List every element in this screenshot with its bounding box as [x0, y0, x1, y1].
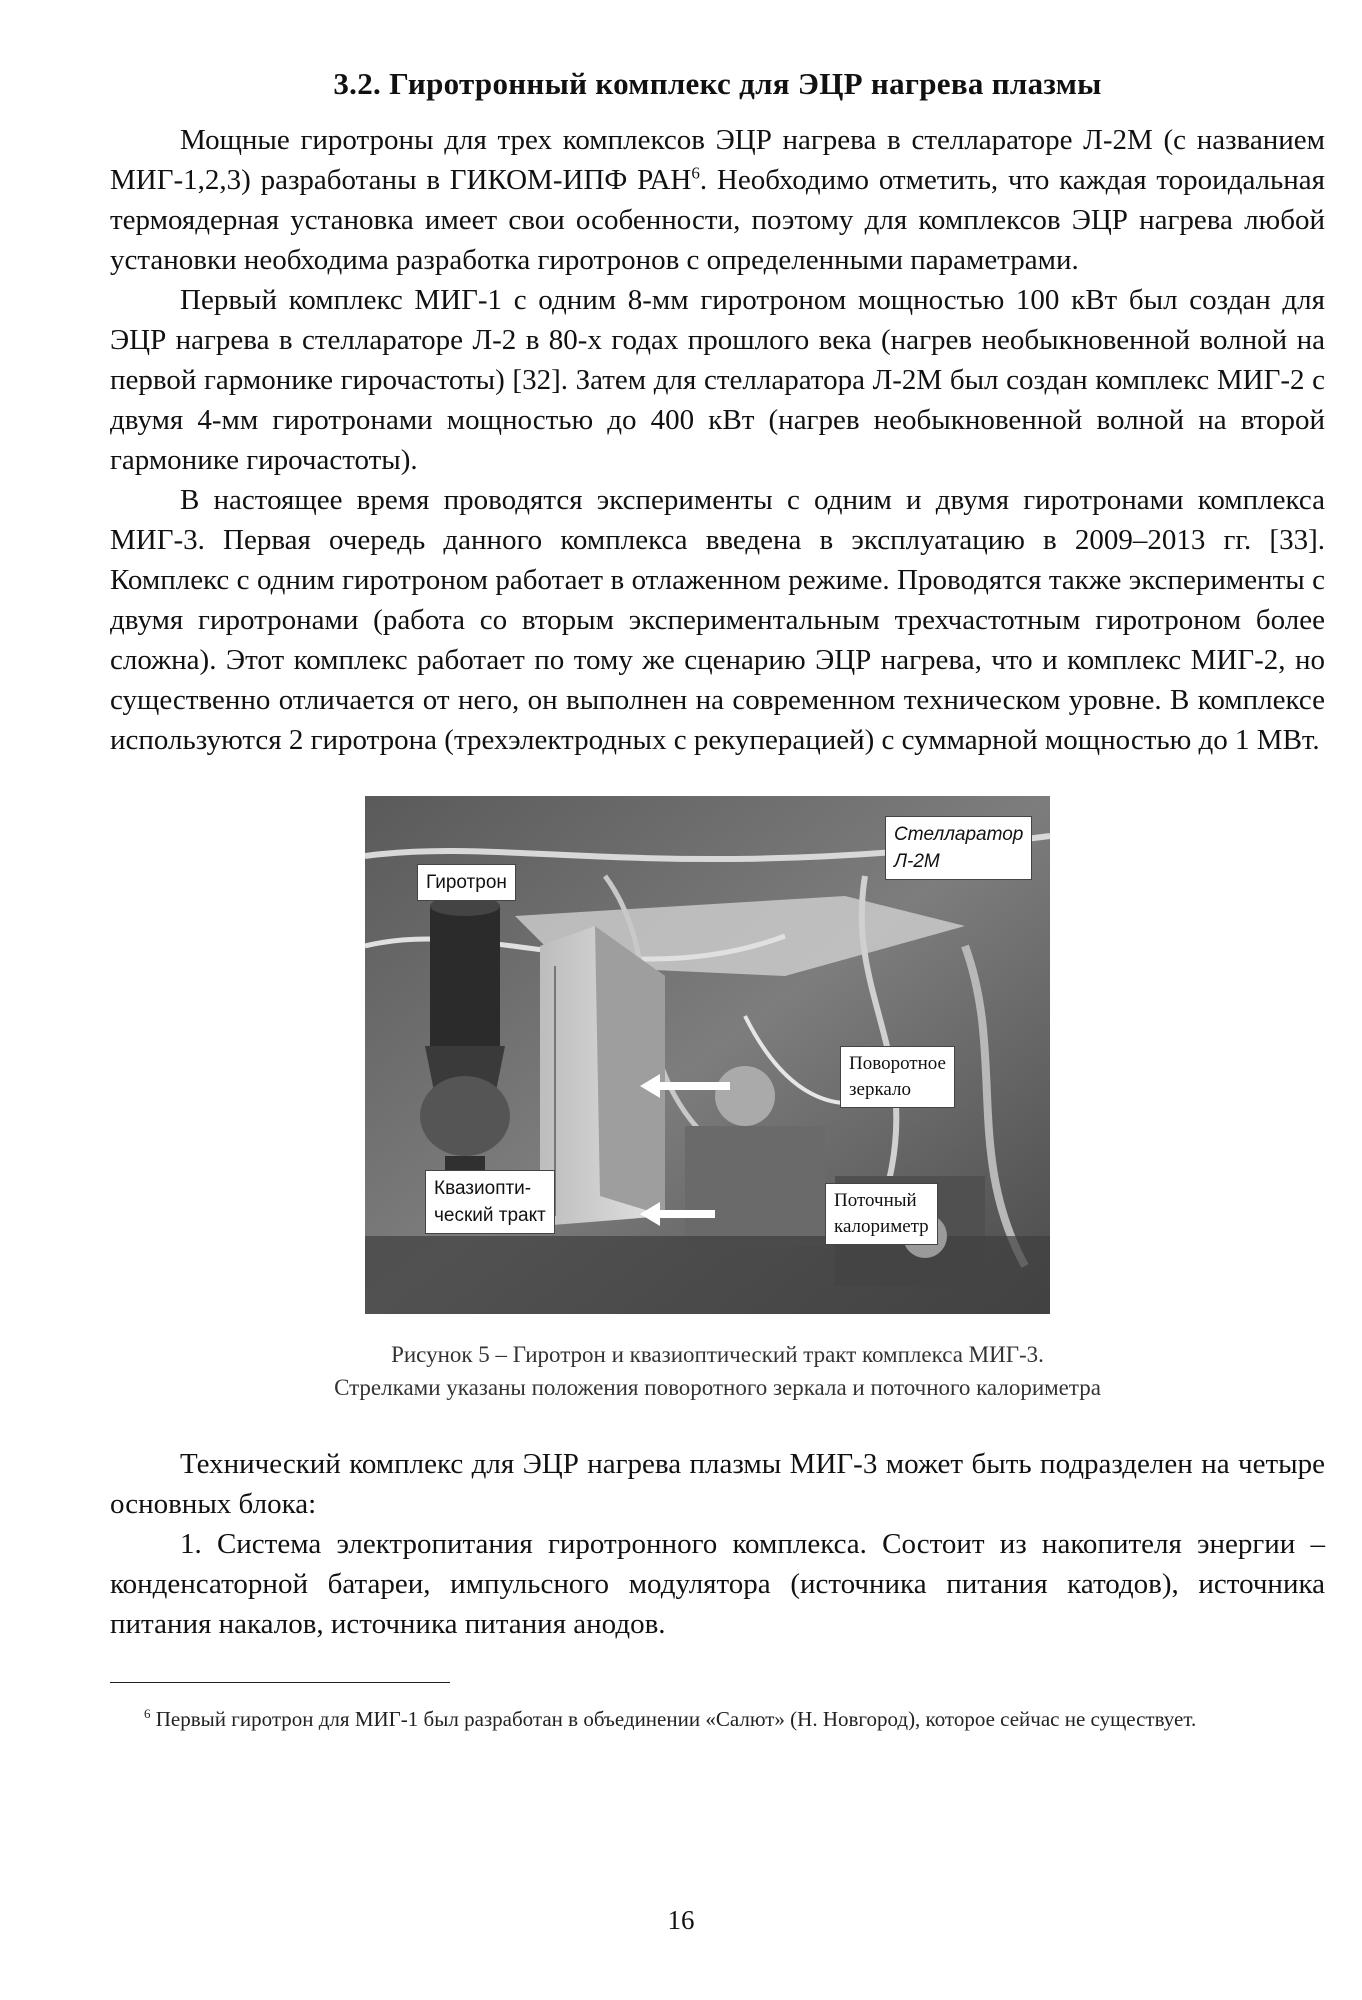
- label-quasioptic-line1: Квазиопти-: [434, 1178, 532, 1199]
- paragraph-1-text: Мощные гиротроны для трех комплексов ЭЦР нагрева в стеллараторе Л-2М (с названием МИГ-1,2,3) разработаны в ГИКОМ-ИПФ РАН: [110, 124, 1325, 196]
- paragraph-3: В настоящее время проводятся эксперименты с одним и двумя гиротронами комплекса МИГ-3. Первая очередь данного комплекса введена в эксплуатацию в 2009–2013 гг. [33]. Комплекс с одним гиротроном работает в отлаженном режиме. Проводятся также эксперименты с двумя гиротронами (работа со вторым экспериментальным трехчастотным гиротроном более сложна). Этот комплекс работает по тому же сценарию ЭЦР нагрева, что и комплекс МИГ-2, но существенно отличается от него, он выполнен на современном техническом уровне. В комплексе используются 2 гиротрона (трехэлектродных с рекуперацией) с суммарной мощностью до 1 МВт.: [110, 484, 1325, 756]
- label-gyrotron-text: Гиротрон: [426, 872, 507, 893]
- figure-caption: [110, 1338, 1325, 1404]
- label-stellarator-line2: Л-2М: [894, 851, 940, 872]
- label-stellarator: [885, 816, 1032, 880]
- cabinet-shape: [540, 926, 665, 1226]
- page-content: [110, 66, 1325, 1755]
- label-calorimeter-line1: Поточный: [834, 1190, 917, 1211]
- label-mirror-line2: зеркало: [849, 1079, 911, 1100]
- label-gyrotron: [417, 864, 516, 901]
- label-calorimeter: [825, 1183, 938, 1245]
- footnote-ref[interactable]: 6: [691, 163, 700, 183]
- footnote-marker: 6: [144, 1706, 151, 1721]
- page-number: 16: [667, 1905, 695, 1935]
- footnote-text: Первый гиротрон для МИГ-1 был разработан в объединении «Салют» (Н. Новгород), которое сейчас не существует.: [155, 1707, 1197, 1731]
- figure-caption-line1: Рисунок 5 – Гиротрон и квазиоптический тракт комплекса МИГ-3.: [391, 1342, 1044, 1367]
- section-title: 3.2. Гиротронный комплекс для ЭЦР нагрева плазмы: [333, 66, 1102, 101]
- label-quasioptic: [425, 1170, 555, 1234]
- label-stellarator-line1: Стелларатор: [894, 824, 1024, 845]
- paragraph-1: [110, 120, 1325, 280]
- footnote: [110, 1704, 1325, 1734]
- paragraph-2: Первый комплекс МИГ-1 с одним 8-мм гиротроном мощностью 100 кВт был создан для ЭЦР нагрева в стеллараторе Л-2 в 80-х годах прошлого века (нагрев необыкновенной волной на первой гармонике гирочастоты) [32]. Затем для стелларатора Л-2М был создан комплекс МИГ-2 с двумя 4-мм гиротронами мощностью до 400 кВт (нагрев необыкновенной волной на второй гармонике гирочастоты).: [110, 284, 1325, 476]
- label-mirror: [840, 1046, 955, 1108]
- paragraph-4: Технический комплекс для ЭЦР нагрева плазмы МИГ-3 может быть подразделен на четыре основных блока:: [110, 1448, 1325, 1520]
- label-mirror-line1: Поворотное: [849, 1053, 946, 1074]
- figure-photo: [365, 796, 1050, 1314]
- footnote-divider: [110, 1682, 450, 1683]
- label-calorimeter-line2: калориметр: [834, 1216, 929, 1237]
- figure-caption-line2: Стрелками указаны положения поворотного зеркала и поточного калориметра: [334, 1375, 1101, 1400]
- list-item-1: 1. Система электропитания гиротронного комплекса. Состоит из накопителя энергии – конденсаторной батареи, импульсного модулятора (источника питания катодов), источника питания накалов, источника питания анодов.: [110, 1528, 1325, 1640]
- label-quasioptic-line2: ческий тракт: [434, 1205, 546, 1226]
- paragraph-1-text-after: . Необходимо отметить, что каждая тороидальная термоядерная установка имеет свои особенности, поэтому для комплексов ЭЦР нагрева любой установки необходима разработка гиротронов с определенными параметрами.: [110, 164, 1325, 276]
